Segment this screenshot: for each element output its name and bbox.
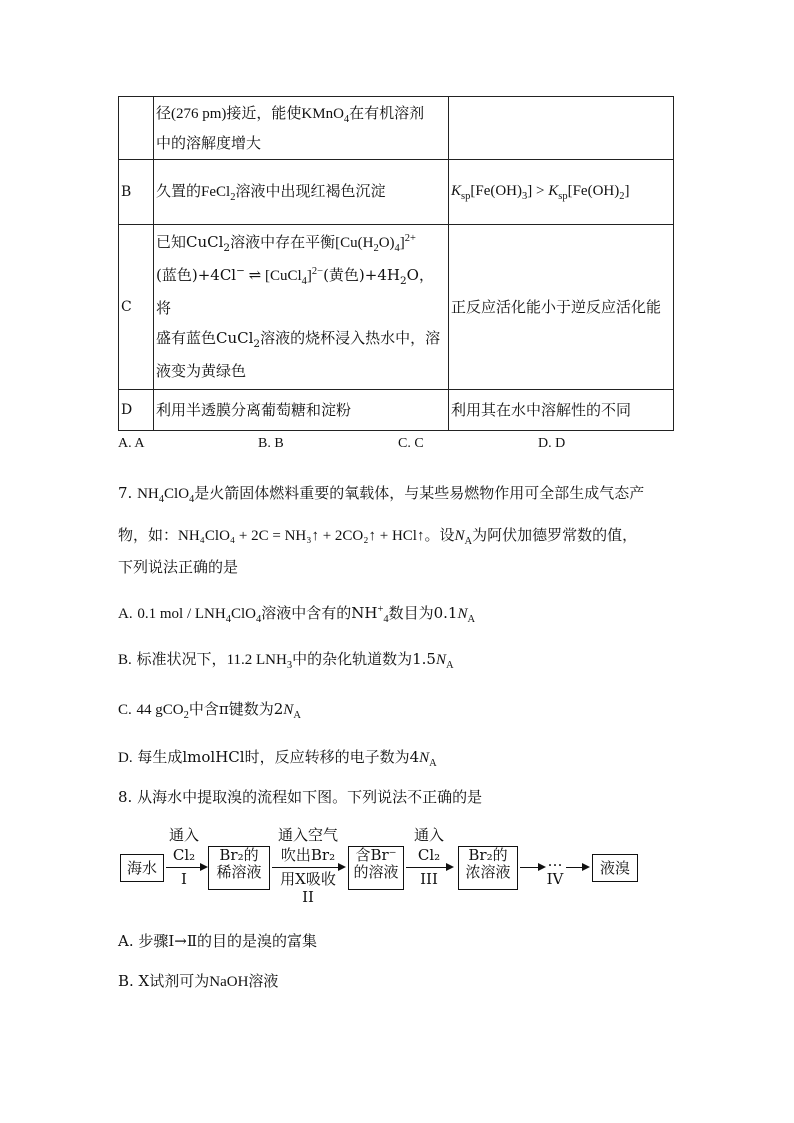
box-text: 含Br⁻	[355, 846, 397, 864]
question7-stem-line3: 下列说法正确的是	[118, 558, 239, 576]
option-letter: B.	[118, 652, 132, 668]
question7-stem: 7. $NH_4ClO_4$是火箭固体燃料重要的氧载体，与某些易燃物作用可全部生成气态产	[118, 484, 645, 505]
option-text: 数目为0.1	[388, 604, 458, 622]
stem-text: 物，如：	[118, 526, 179, 544]
stem-text: 。设	[424, 526, 455, 544]
subscript: sp	[558, 191, 568, 203]
cell-text: 久置的FeCl	[156, 183, 231, 200]
question7-option-a: A. 0.1 mol / $LNH_4ClO_4$溶液中含有的$NH^+_4$数目为$0.1N_A$	[118, 604, 476, 625]
step1-label-top: 通入	[168, 826, 199, 844]
question6-table	[118, 96, 674, 431]
box-bromide-solution	[348, 846, 404, 890]
formula: NaOH	[209, 974, 249, 990]
explanation-cell	[449, 97, 674, 160]
box-text: Br₂的	[468, 846, 508, 864]
question6-options	[118, 436, 565, 452]
formula: 11.2 LNH	[226, 652, 287, 668]
cell-text: 中的溶解度增大	[156, 133, 262, 152]
explanation-cell: 正反应活化能小于逆反应活化能	[449, 225, 674, 390]
ksp-comparison	[449, 160, 674, 225]
cell-text: 径(276 pm)接近，能使KMnO	[156, 106, 344, 123]
subscript: 2	[619, 191, 625, 203]
option-letter: A.	[118, 606, 133, 622]
step2-label-numeral: II	[302, 888, 314, 906]
question8-option-b	[118, 970, 278, 991]
arrow-step1	[166, 867, 206, 868]
subscript: sp	[461, 191, 471, 203]
arrow-step4b	[566, 867, 588, 868]
box-text: 稀溶液	[216, 863, 262, 882]
table-row	[119, 160, 674, 225]
table-row	[119, 390, 674, 431]
cell-text: 盛有蓝色CuCl	[156, 329, 254, 348]
ksp-symbol: K	[548, 183, 559, 200]
step1-label-bottom: I	[181, 870, 187, 888]
experiment-cell	[154, 97, 449, 160]
option-a: A. A	[118, 436, 145, 451]
step2-label-mid: 吹出Br₂	[280, 846, 336, 864]
formula: [Fe(OH)	[470, 183, 523, 200]
formula: ] >	[527, 183, 549, 200]
box-dilute-bromine	[208, 846, 270, 890]
table-row	[119, 225, 674, 390]
row-label: D	[119, 390, 154, 431]
cell-text: (黄色)+4H	[323, 265, 400, 284]
option-text: 中的杂化轨道数为1.5	[292, 650, 436, 668]
cell-text: 液变为黄绿色	[156, 361, 247, 380]
question7-option-d: D. 每生成lmolHCl时，反应转移的电子数为$4N_A$	[118, 748, 437, 769]
question7-option-c: C. 44 gCO$_2$中含π键数为$2N_A$	[118, 700, 301, 721]
box-text: 的溶液	[353, 863, 399, 882]
cell-text: 溶液的烧杯浸入热水中，溶	[260, 329, 441, 348]
row-label: B	[119, 160, 154, 225]
box-concentrated-bromine	[458, 846, 518, 890]
table-row	[119, 97, 674, 160]
arrow-step3	[406, 867, 452, 868]
step2-label-bottom: 用X吸收	[280, 870, 336, 888]
formula: 44 gCO	[136, 702, 184, 718]
cell-text: (蓝色)+4Cl	[156, 265, 237, 284]
formula: ClO	[164, 486, 190, 502]
experiment-cell: 利用半透膜分离葡萄糖和淀粉	[154, 390, 449, 431]
ksp-symbol: K	[451, 183, 462, 200]
arrow-step4a	[520, 867, 544, 868]
experiment-cell: 已知CuCl$_2$溶液中存在平衡$[Cu(H_2O)_4]^{2+}$ (蓝色)+4Cl− ⇌ [CuCl$_4$]$^{2-}$(黄色)$+4H_2O$，将 盛有蓝色CuCl$_2$溶液的烧杯浸入热水中，溶 液变为黄绿色	[154, 225, 449, 390]
formula: ClO	[230, 606, 256, 622]
option-text: 标准状况下，	[136, 650, 227, 668]
step3-label-mid: Cl₂	[417, 846, 441, 864]
option-c: C. C	[398, 436, 424, 451]
step3-label-bottom: III	[420, 870, 438, 888]
formula: 0.1 mol / LNH	[137, 606, 226, 622]
step4-ellipsis: …	[547, 852, 563, 870]
option-text: 溶液中含有的NH	[261, 604, 378, 622]
option-b: B. B	[258, 436, 284, 451]
step3-label-top: 通入	[413, 826, 444, 844]
option-letter: C.	[118, 702, 132, 718]
equation: NH₄ClO₄ + 2C = NH₃↑ + 2CO₂↑ + HCl↑	[178, 528, 425, 544]
box-text: 浓溶液	[465, 863, 511, 882]
option-text: 溶液	[248, 972, 279, 990]
question8-option-a: A. 步骤Ⅰ→Ⅱ的目的是溴的富集	[118, 932, 318, 950]
option-text: 中含π键数为2	[188, 700, 284, 718]
cell-text: 已知CuCl	[156, 233, 224, 252]
cell-text: 溶液中出现红褐色沉淀	[235, 181, 386, 200]
row-label	[119, 97, 154, 160]
cell-text: 溶液中存在平衡	[230, 233, 336, 252]
formula: ]	[624, 183, 630, 200]
experiment-cell	[154, 160, 449, 225]
step1-label-mid: Cl₂	[172, 846, 196, 864]
question8-stem: 8. 从海水中提取溴的流程如下图。下列说法不正确的是	[118, 788, 483, 806]
option-text: B. X试剂可为	[118, 972, 210, 990]
stem-text: 为阿伏加德罗常数的值，	[472, 526, 638, 544]
option-letter: D.	[118, 750, 133, 766]
box-liquid-bromine: 液溴	[592, 854, 638, 882]
stem-text: 是火箭固体燃料重要的氧载体，与某些易燃物作用可全部生成气态产	[194, 484, 645, 502]
subscript: 3	[522, 191, 528, 203]
box-seawater: 海水	[120, 854, 164, 882]
cell-text: O，将	[156, 265, 434, 317]
question7-option-b: B. 标准状况下，11.2 $LNH_3$中的杂化轨道数为$1.5N_A$	[118, 650, 454, 671]
subscript: 4	[343, 114, 350, 126]
question-number: 7.	[118, 484, 133, 502]
formula: [Fe(OH)	[567, 183, 620, 200]
box-text: Br₂的	[219, 846, 259, 864]
bromine-flow-diagram	[120, 826, 640, 912]
explanation-cell: 利用其在水中溶解性的不同	[449, 390, 674, 431]
arrow-step2	[272, 867, 344, 868]
step4-label-bottom: IV	[546, 870, 564, 888]
row-label: C	[119, 225, 154, 390]
cell-text: 在有机溶剂	[349, 104, 425, 123]
option-d: D. D	[538, 436, 566, 451]
question7-stem-line2: 物，如：NH₄ClO₄ + 2C = NH₃↑ + 2CO₂↑ + HCl↑。设$N_A$为阿伏加德罗常数的值，	[118, 526, 638, 547]
formula: NH	[137, 486, 159, 502]
step2-label-top: 通入空气	[277, 826, 338, 844]
option-text: 每生成lmolHCl时，反应转移的电子数为4	[137, 748, 420, 766]
subscript: 2	[230, 191, 236, 203]
